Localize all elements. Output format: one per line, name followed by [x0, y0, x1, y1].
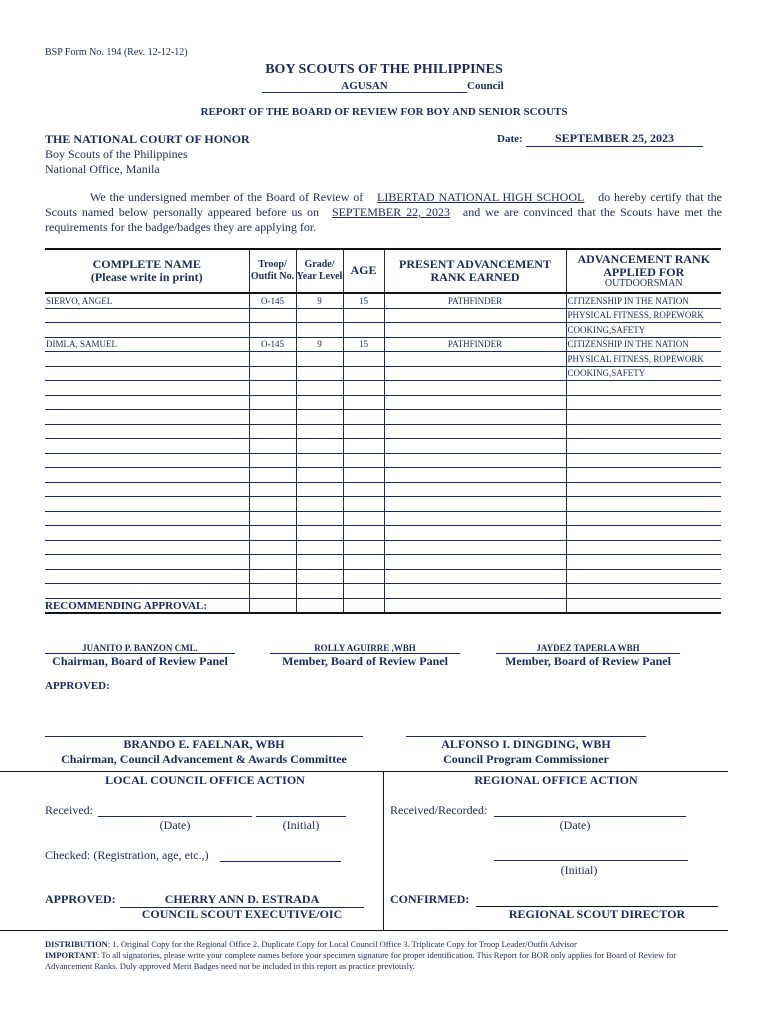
cell-age: [343, 584, 384, 599]
regional-date-caption: (Date): [559, 818, 591, 832]
cell-age: [343, 352, 384, 367]
cell-grade: [296, 598, 343, 613]
cell-troop: [249, 540, 296, 555]
cell-grade: [296, 352, 343, 367]
cell-age: 15: [343, 293, 384, 308]
cell-troop: O-145: [249, 293, 296, 308]
cell-troop: [249, 424, 296, 439]
table-row: [45, 497, 721, 512]
cell-present-rank: [384, 598, 566, 613]
cell-troop: [249, 526, 296, 541]
report-title: REPORT OF THE BOARD OF REVIEW FOR BOY AND SENIOR SCOUTS: [200, 106, 568, 118]
local-initial-caption: (Initial): [282, 818, 320, 832]
header-applied-rank: ADVANCEMENT RANK APPLIED FOR OUTDOORSMAN: [566, 249, 721, 293]
cell-applied-rank: [566, 511, 721, 526]
cell-applied-rank: [566, 540, 721, 555]
school-name: LIBERTAD NATIONAL HIGH SCHOOL: [377, 190, 585, 204]
cell-present-rank: [384, 410, 566, 425]
cell-applied-rank: COOKING,SAFETY: [566, 366, 721, 381]
table-row: [45, 511, 721, 526]
regional-action-title: REGIONAL OFFICE ACTION: [474, 773, 638, 787]
date-label: Date:: [497, 133, 523, 145]
cell-name: [45, 453, 249, 468]
cell-grade: [296, 555, 343, 570]
signer-name: ROLLY AGUIRRE ,WBH: [314, 643, 416, 653]
signer-title: Chairman, Council Advancement & Awards Committee: [61, 752, 347, 766]
cell-applied-rank: [566, 395, 721, 410]
council-label: Council: [467, 80, 504, 92]
council-executive-name: CHERRY ANN D. ESTRADA: [120, 892, 364, 908]
table-row: [45, 337, 721, 352]
cell-grade: [296, 497, 343, 512]
cell-troop: [249, 598, 296, 613]
cell-age: [343, 569, 384, 584]
table-row: [45, 468, 721, 483]
table-row: [45, 453, 721, 468]
cell-age: [343, 555, 384, 570]
cell-troop: [249, 555, 296, 570]
cell-troop: O-145: [249, 337, 296, 352]
cell-present-rank: [384, 497, 566, 512]
cell-applied-rank: [566, 569, 721, 584]
cell-grade: 9: [296, 337, 343, 352]
cell-age: [343, 497, 384, 512]
signer-name: JUANITO P. BANZON CML.: [82, 643, 198, 653]
cell-present-rank: [384, 352, 566, 367]
review-date: SEPTEMBER 22, 2023: [331, 205, 451, 219]
cell-age: [343, 482, 384, 497]
signer-chairman-review: [45, 643, 235, 669]
table-row: [45, 526, 721, 541]
signer-member-1: [270, 643, 460, 669]
signer-title: Council Program Commissioner: [443, 752, 609, 766]
cell-present-rank: [384, 424, 566, 439]
cell-age: [343, 395, 384, 410]
cell-applied-rank: [566, 468, 721, 483]
table-row: [45, 424, 721, 439]
signer-name: ALFONSO I. DINGDING, WBH: [441, 737, 611, 751]
cell-applied-rank: PHYSICAL FITNESS, ROPEWORK: [566, 308, 721, 323]
cell-name: DIMLA, SAMUEL: [45, 337, 249, 352]
cell-present-rank: PATHFINDER: [384, 293, 566, 308]
cell-applied-rank: CITIZENSHIP IN THE NATION: [566, 337, 721, 352]
cell-age: [343, 308, 384, 323]
cert-text-2: do hereby certify that the Scouts named below personally appeared before us on: [45, 190, 723, 219]
cell-applied-rank: [566, 381, 721, 396]
cell-grade: [296, 366, 343, 381]
certification-paragraph: [45, 190, 722, 235]
cell-name: SIERVO, ANGEL: [45, 293, 249, 308]
cell-name: [45, 395, 249, 410]
cell-name: [45, 569, 249, 584]
cell-troop: [249, 453, 296, 468]
cell-troop: [249, 410, 296, 425]
cell-age: [343, 468, 384, 483]
cell-troop: [249, 308, 296, 323]
cell-name: [45, 511, 249, 526]
table-row: [45, 323, 721, 338]
cell-troop: [249, 395, 296, 410]
table-row: [45, 584, 721, 599]
cell-present-rank: [384, 482, 566, 497]
cell-troop: [249, 511, 296, 526]
regional-director-title: REGIONAL SCOUT DIRECTOR: [508, 907, 686, 921]
local-date-caption: (Date): [159, 818, 191, 832]
cell-age: [343, 410, 384, 425]
cell-grade: [296, 439, 343, 454]
cell-troop: [249, 482, 296, 497]
table-row: [45, 540, 721, 555]
addressee-org: Boy Scouts of the Philippines: [45, 147, 188, 161]
cell-grade: [296, 526, 343, 541]
important-note: IMPORTANT: To all signatories, please write your complete names before your specimen signature for proper identification. This Report for BOR only applies for Board of Review for Advancement Ranks. Duly approved Merit Badges need not be included in this report as practice previously.: [45, 950, 677, 971]
table-row: [45, 395, 721, 410]
cell-grade: [296, 395, 343, 410]
signer-title: Member, Board of Review Panel: [270, 653, 460, 669]
signer-council-chairman: [45, 736, 363, 767]
cell-troop: [249, 439, 296, 454]
cell-present-rank: [384, 540, 566, 555]
cell-applied-rank: [566, 482, 721, 497]
date-value: SEPTEMBER 25, 2023: [526, 131, 703, 147]
header-age: AGE: [343, 249, 384, 293]
cell-troop: [249, 352, 296, 367]
cell-troop: [249, 323, 296, 338]
cell-troop: [249, 497, 296, 512]
cell-troop: [249, 569, 296, 584]
local-received-label: Received:: [45, 803, 93, 817]
cell-present-rank: [384, 453, 566, 468]
addressee-title: THE NATIONAL COURT OF HONOR: [45, 132, 250, 146]
local-approved-label: APPROVED:: [45, 892, 116, 906]
cell-age: [343, 424, 384, 439]
cell-applied-rank: PHYSICAL FITNESS, ROPEWORK: [566, 352, 721, 367]
cell-grade: [296, 584, 343, 599]
cell-name: [45, 584, 249, 599]
cert-text-1: We the undersigned member of the Board of Review of: [90, 190, 364, 204]
cell-grade: [296, 381, 343, 396]
cell-age: 15: [343, 337, 384, 352]
cell-age: [343, 540, 384, 555]
table-row: [45, 569, 721, 584]
approved-label: APPROVED:: [45, 680, 110, 692]
org-name: BOY SCOUTS OF THE PHILIPPINES: [265, 62, 503, 77]
council-executive-title: COUNCIL SCOUT EXECUTIVE/OIC: [141, 907, 343, 921]
cell-grade: [296, 453, 343, 468]
cell-applied-rank: [566, 410, 721, 425]
cell-grade: [296, 323, 343, 338]
cell-present-rank: [384, 468, 566, 483]
cell-grade: [296, 511, 343, 526]
cell-grade: [296, 410, 343, 425]
table-row: [45, 555, 721, 570]
cell-age: [343, 366, 384, 381]
cell-troop: [249, 584, 296, 599]
cell-name: [45, 308, 249, 323]
cell-present-rank: [384, 323, 566, 338]
cell-present-rank: [384, 308, 566, 323]
header-troop: Troop/ Outfit No.: [249, 249, 296, 293]
cell-age: [343, 439, 384, 454]
addressee-office: National Office, Manila: [45, 162, 160, 176]
cell-applied-rank: COOKING,SAFETY: [566, 323, 721, 338]
cell-age: [343, 598, 384, 613]
cell-applied-rank: CITIZENSHIP IN THE NATION: [566, 293, 721, 308]
recommending-label: RECOMMENDING APPROVAL:: [45, 600, 208, 612]
cell-troop: [249, 468, 296, 483]
cell-present-rank: [384, 439, 566, 454]
distribution-note: DISTRIBUTION: 1. Original Copy for the Regional Office 2. Duplicate Copy for Local Council Office 3. Triplicate Copy for Troop Leader/Outfit Advisor: [45, 939, 577, 949]
signer-title: Member, Board of Review Panel: [496, 653, 680, 669]
cell-applied-rank: [566, 555, 721, 570]
table-row: [45, 410, 721, 425]
advancement-table: [45, 249, 721, 614]
cell-age: [343, 323, 384, 338]
header-name: COMPLETE NAME (Please write in print): [45, 249, 249, 293]
signer-program-commissioner: [406, 736, 646, 767]
signer-name: JAYDEZ TAPERLA WBH: [536, 643, 640, 653]
cell-name: [45, 540, 249, 555]
council-name: AGUSAN: [262, 80, 467, 93]
cell-name: [45, 424, 249, 439]
cell-age: [343, 453, 384, 468]
cell-present-rank: [384, 526, 566, 541]
cell-grade: 9: [296, 293, 343, 308]
signer-name: BRANDO E. FAELNAR, WBH: [123, 737, 285, 751]
cell-age: [343, 381, 384, 396]
cell-name: [45, 482, 249, 497]
cell-grade: [296, 540, 343, 555]
header-present-rank: PRESENT ADVANCEMENT RANK EARNED: [384, 249, 566, 293]
cell-applied-rank: [566, 584, 721, 599]
footer-notes: [45, 939, 721, 972]
table-row: [45, 293, 721, 308]
cell-applied-rank: [566, 598, 721, 613]
cell-name: [45, 497, 249, 512]
cell-applied-rank: [566, 453, 721, 468]
checked-label: Checked: (Registration, age, etc.,): [45, 848, 209, 862]
regional-initial-caption: (Initial): [560, 863, 598, 877]
cell-troop: [249, 381, 296, 396]
cert-text-3: and we are convinced that the Scouts have met the requirements for the badge/badges they are applying for.: [45, 205, 722, 234]
signer-member-2: [496, 643, 680, 669]
cell-present-rank: [384, 366, 566, 381]
cell-present-rank: [384, 584, 566, 599]
regional-received-label: Received/Recorded:: [390, 803, 488, 817]
table-row: [45, 366, 721, 381]
table-row: [45, 352, 721, 367]
cell-applied-rank: [566, 439, 721, 454]
cell-present-rank: PATHFINDER: [384, 337, 566, 352]
cell-present-rank: [384, 569, 566, 584]
form-number: BSP Form No. 194 (Rev. 12-12-12): [45, 47, 188, 58]
cell-grade: [296, 569, 343, 584]
cell-grade: [296, 424, 343, 439]
cell-grade: [296, 308, 343, 323]
local-action-title: LOCAL COUNCIL OFFICE ACTION: [105, 773, 305, 787]
table-row: [45, 308, 721, 323]
cell-present-rank: [384, 381, 566, 396]
cell-grade: [296, 482, 343, 497]
cell-name: [45, 555, 249, 570]
cell-grade: [296, 468, 343, 483]
cell-name: [45, 526, 249, 541]
header-grade: Grade/ Year Level: [296, 249, 343, 293]
cell-name: [45, 366, 249, 381]
cell-troop: [249, 366, 296, 381]
cell-name: [45, 381, 249, 396]
cell-applied-rank: [566, 497, 721, 512]
cell-name: [45, 439, 249, 454]
applied-rank-value: OUTDOORSMAN: [604, 277, 683, 289]
cell-applied-rank: [566, 526, 721, 541]
cell-age: [343, 511, 384, 526]
table-row: [45, 439, 721, 454]
cell-name: [45, 323, 249, 338]
cell-present-rank: [384, 511, 566, 526]
cell-name: [45, 468, 249, 483]
cell-name: [45, 410, 249, 425]
cell-present-rank: [384, 395, 566, 410]
table-row: [45, 381, 721, 396]
cell-name: [45, 352, 249, 367]
cell-present-rank: [384, 555, 566, 570]
signer-title: Chairman, Board of Review Panel: [45, 653, 235, 669]
cell-age: [343, 526, 384, 541]
cell-applied-rank: [566, 424, 721, 439]
table-row: [45, 482, 721, 497]
confirmed-label: CONFIRMED:: [390, 892, 470, 906]
